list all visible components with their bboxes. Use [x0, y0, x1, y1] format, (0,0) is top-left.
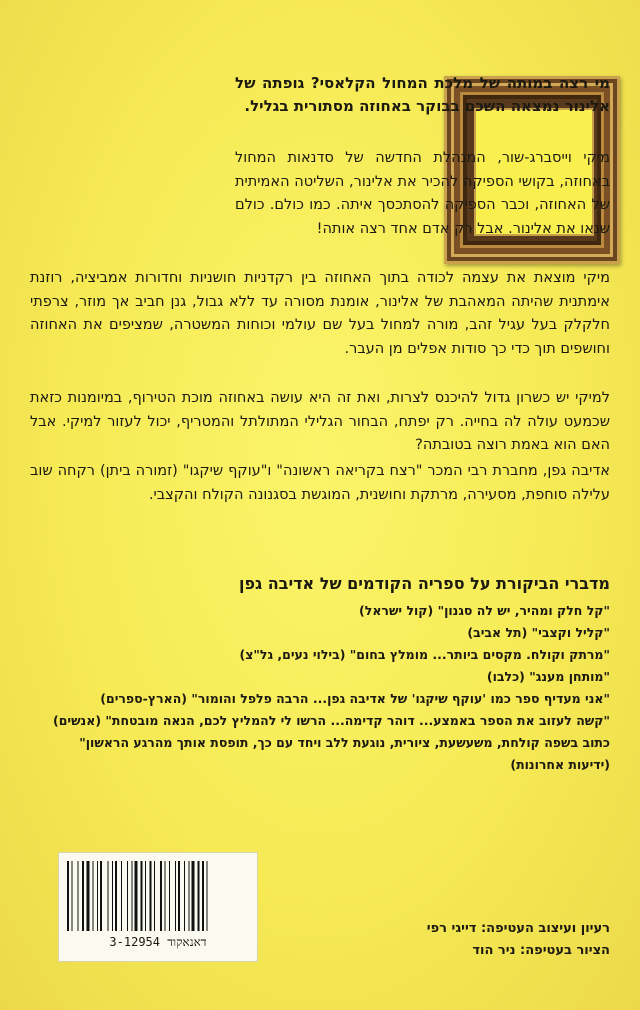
barcode-bar [189, 861, 190, 931]
barcode-bar [72, 861, 73, 931]
barcode-bar [108, 861, 109, 931]
barcode-bar [202, 861, 204, 931]
barcode-bar [175, 861, 176, 931]
barcode-bar [145, 861, 146, 931]
review-quote: (ידיעות אחרונות) [510, 757, 610, 772]
credit-illustration: הציור בעטיפה: ניר הוד [472, 943, 610, 958]
blurb-paragraph-2: מיקי מוצאת את עצמה לכודה בתוך האחוזה בין רקדניות חושניות וחדורות אמביציה, רוזנת אימתנית שהיתה המאהבת של אלינור, אומנת מסורה עד ללא גבול, גנן חביב אך מוזר, צרפתי חלקלק בעל עגיל זהב, מורה למחול בעל שם עולמי וכוחות המשטרה, שמציפים את האחוזה וחושפים תוך כדי כך סודות אפלים מן העבר. [30, 270, 610, 357]
barcode-bar [100, 861, 102, 931]
review-quote: "קשה לעזוב את הספר באמצע... דוהר קדימה... הרשו לי להמליץ לכם, הנאה מובטחת" (אנשים) [52, 713, 610, 728]
barcode-bars [67, 861, 249, 931]
barcode-bar [87, 861, 90, 931]
review-quote: כתוב בשפה קולחת, משעשעת, ציורית, נוגעת ללב ויחד עם כך, תופסת אותך מהרגע הראשון" [79, 735, 610, 750]
barcode-bar [178, 861, 180, 931]
barcode-number: דאנאקוד 3-12954 [109, 935, 207, 949]
blurb-headline: מי רצה במותה של מלכת המחול הקלאסי? גופתה של אלינור נמצאה השכם בבוקר באחוזה מסתורית בגליל. [235, 74, 610, 115]
barcode-bar [154, 861, 155, 931]
barcode-bar [112, 861, 113, 931]
barcode-bar [97, 861, 98, 931]
barcode-bar [121, 861, 122, 931]
barcode-bar [132, 861, 133, 931]
barcode-bar [192, 861, 195, 931]
barcode-bar [82, 861, 84, 931]
barcode-bar [169, 861, 170, 931]
barcode [58, 852, 258, 962]
barcode-bar [165, 861, 166, 931]
reviews-heading: מדברי הביקורת על ספריה הקודמים של אדיבה גפן [238, 574, 610, 593]
blurb-paragraph-4: אדיבה גפן, מחברת רבי המכר "רצח בקריאה ראשונה" ו"עוקף שיקגו" (זמורה ביתן) רקחה שוב עלילה סוחפת, מסעירה, מרתקת וחושנית, המוגשת בסגנונה הקולח והקצבי. [30, 463, 610, 503]
cover-credits [427, 918, 610, 962]
review-quote: "קליל וקצבי" (תל אביב) [467, 625, 610, 640]
barcode-bar [198, 861, 200, 931]
barcode-bar [135, 861, 138, 931]
barcode-bar [150, 861, 152, 931]
barcode-bar [78, 861, 79, 931]
barcode-bar [141, 861, 143, 931]
blurb-paragraph-1: מיקי וייסברג-שור, המנהלת החדשה של סדנאות המחול באחוזה, בקושי הספיקה להכיר את אלינור, השליטה האמיתית של האחוזה, וכבר הספיקה להסתכסך איתה. כמו כולם. כולם שנאו את אלינור. אבל רק אדם אחד רצה אותה! [235, 150, 610, 237]
barcode-bar [93, 861, 94, 931]
review-quote: "מותחן מענג" (כלבו) [486, 669, 610, 684]
barcode-bar [160, 861, 162, 931]
credit-design: רעיון ועיצוב העטיפה: דייגי רפי [426, 921, 610, 936]
blurb-paragraph-3: למיקי יש כשרון גדול להיכנס לצרות, ואת זה היא עושה באחוזה מוכת הטירוף, במיומנות כזאת שכמעט עולה לה בחייה. רק יפתח, הבחור הגלילי המתולתל והמטריף, יכול לעזור למיקי. אבל האם הוא באמת רוצה בטובתה? [30, 390, 610, 453]
barcode-bar [184, 861, 185, 931]
barcode-bar [67, 861, 69, 931]
reviews-list [20, 600, 610, 776]
barcode-bar [207, 861, 208, 931]
review-quote: "קל חלק ומהיר, יש לה סגנון" (קול ישראל) [359, 603, 610, 618]
barcode-bar [127, 861, 128, 931]
review-quote: "אני מעדיף ספר כמו 'עוקף שיקגו' של אדיבה גפן... הרבה פלפל והומור" (הארץ-ספרים) [100, 691, 610, 706]
review-quote: "מרתק וקולח. מקסים ביותר... מומלץ בחום" (בילוי נעים, גל"צ) [239, 647, 610, 662]
barcode-bar [115, 861, 117, 931]
